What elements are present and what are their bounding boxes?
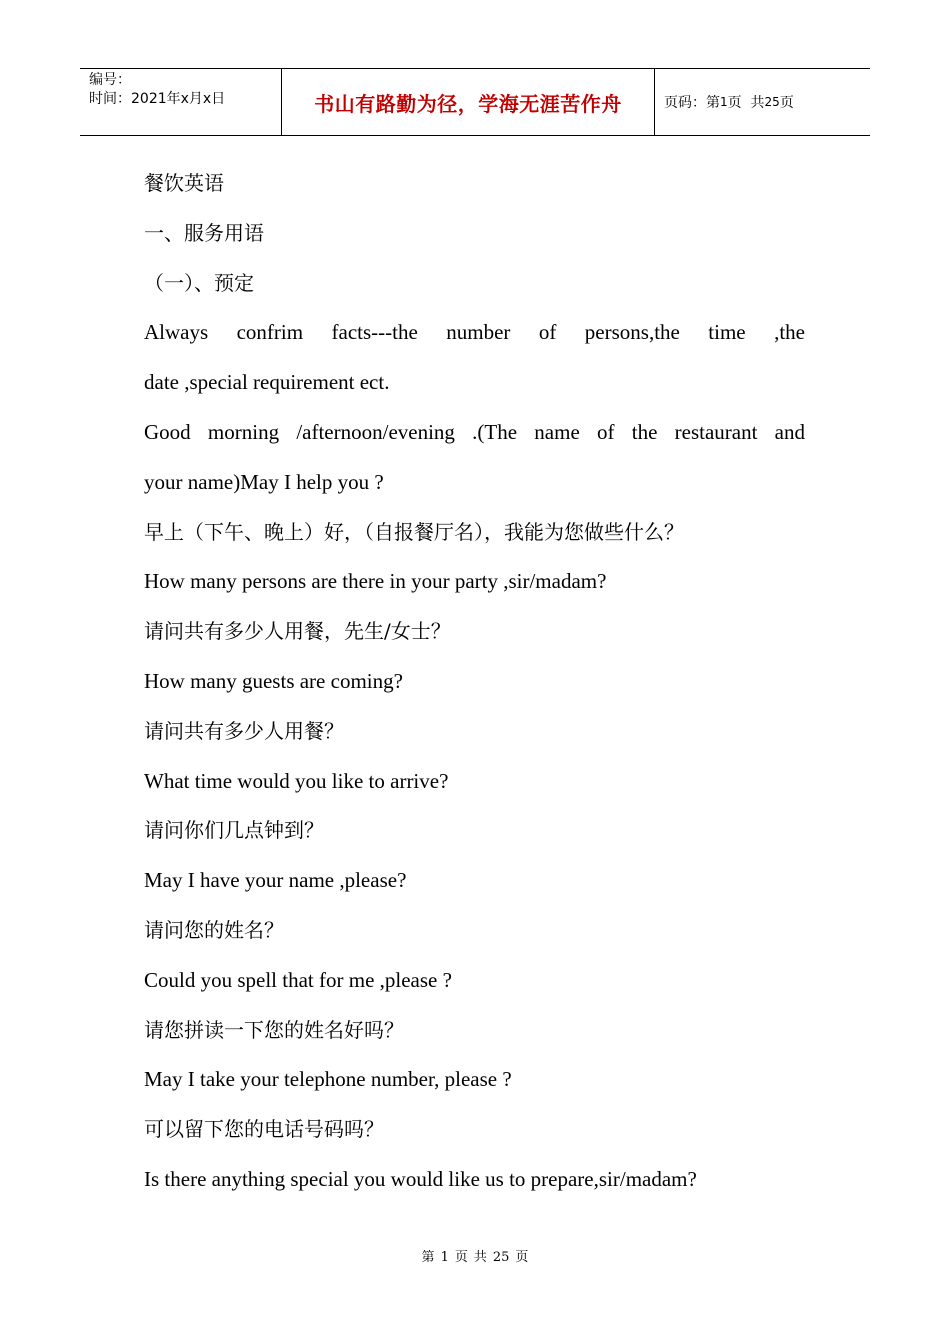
text-line: Is there anything special you would like us to prepare,sir/madam? (144, 1166, 697, 1191)
para2-line2: your name)May I help you ? (144, 469, 384, 494)
word: Always (144, 320, 209, 345)
page-prefix: 页码：第 (664, 95, 720, 111)
text-line: 请您拼读一下您的姓名好吗？ (144, 1017, 404, 1042)
text-line: Could you spell that for me ,please ? (144, 967, 452, 992)
text-line: 可以留下您的电话号码吗？ (144, 1117, 384, 1142)
text-line: 请问您的姓名？ (144, 917, 284, 942)
header-motto: 书山有路勤为径，学海无涯苦作舟 (281, 69, 655, 135)
date-label: 时间：2021年x月x日 (89, 91, 226, 107)
section-heading: 一、服务用语 (144, 220, 264, 245)
page-suffix: 页 (779, 95, 794, 111)
word: number (446, 320, 511, 345)
text-line: How many guests are coming? (144, 668, 403, 693)
text-line: May I have your name ,please? (144, 868, 407, 893)
serial-label: 编号： (89, 72, 131, 88)
word: confrim (236, 320, 304, 345)
document-body (144, 159, 805, 1205)
doc-title: 餐饮英语 (144, 171, 224, 195)
word: Good (144, 419, 191, 444)
text-line: How many persons are there in your party ,sir/madam? (144, 569, 607, 594)
text-line: What time would you like to arrive? (144, 768, 449, 793)
word: the (631, 419, 658, 444)
page-number: 1 (720, 95, 728, 109)
page-total: 25 (764, 95, 780, 109)
word: time (708, 320, 746, 345)
para1-line1 (144, 308, 805, 358)
word: persons,the (584, 320, 680, 345)
word: of (538, 320, 557, 345)
word: and (774, 419, 805, 444)
word: morning (207, 419, 280, 444)
word: restaurant (674, 419, 758, 444)
word: of (597, 419, 615, 444)
text-line: 请问共有多少人用餐，先生/女士？ (144, 619, 451, 644)
subsection-heading: （一）、预定 (144, 270, 254, 295)
page-header (80, 68, 870, 136)
word: facts---the (331, 320, 418, 345)
footer-gong: 共 (473, 1250, 487, 1265)
word: .(The (472, 419, 518, 444)
word: /afternoon/evening (296, 419, 455, 444)
page-footer (0, 1246, 950, 1265)
word: ,the (774, 320, 805, 345)
header-page-info (655, 69, 870, 135)
footer-page: 1 (440, 1250, 449, 1265)
footer-ye2: 页 (515, 1250, 529, 1265)
text-line: 请问共有多少人用餐？ (144, 718, 344, 743)
para2-line1 (144, 408, 805, 458)
footer-ye: 页 (454, 1250, 468, 1265)
text-line: 请问你们几点钟到？ (144, 818, 324, 843)
text-line: May I take your telephone number, please ? (144, 1067, 512, 1092)
footer-total: 25 (492, 1250, 510, 1265)
header-left-cell (80, 69, 281, 135)
word: name (534, 419, 580, 444)
text-line: 早上（下午、晚上）好，（自报餐厅名），我能为您做些什么？ (144, 519, 684, 544)
page-mid: 页 共 (727, 95, 765, 111)
para1-line2: date ,special requirement ect. (144, 370, 390, 395)
footer-di: 第 (421, 1250, 435, 1265)
